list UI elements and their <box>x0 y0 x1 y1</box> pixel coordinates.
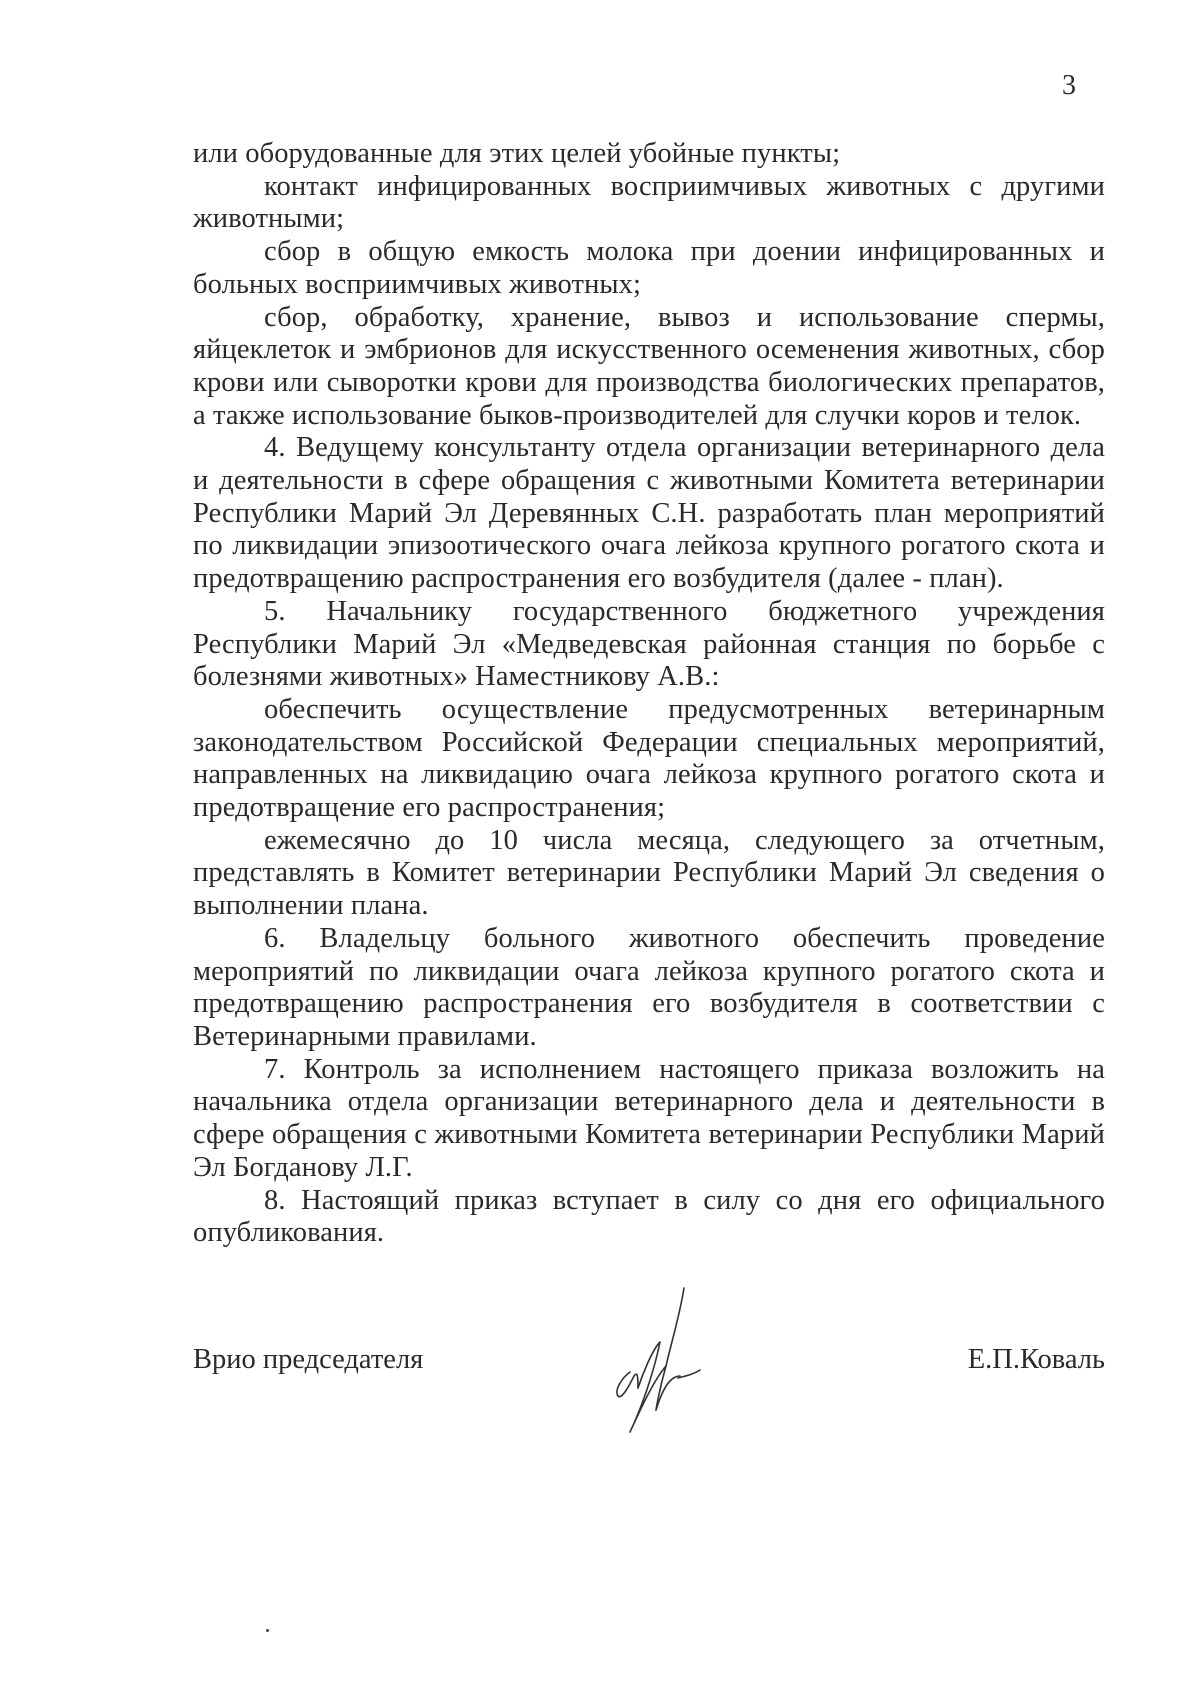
signatory-name: Е.П.Коваль <box>967 1344 1105 1375</box>
scan-speck <box>266 1629 269 1632</box>
paragraph-item-5: 5. Начальнику государственного бюджетного учреждения Республики Марий Эл «Медведевская районная станция по борьбе с болезнями животных» Наместникову А.В.: <box>193 595 1105 693</box>
signatory-position: Врио председателя <box>193 1344 424 1375</box>
handwritten-signature <box>608 1280 726 1440</box>
paragraph-item-5-ensure: обеспечить осуществление предусмотренных ветеринарным законодательством Российской Федерации специальных мероприятий, направленных на ликвидацию очага лейкоза крупного рогатого скота и предотвращение его распространения; <box>193 693 1105 824</box>
paragraph-milk-collection: сбор в общую емкость молока при доении инфицированных и больных восприимчивых животных; <box>193 236 1105 300</box>
page-number: 3 <box>1062 70 1076 101</box>
paragraph-item-5-monthly: ежемесячно до 10 числа месяца, следующего за отчетным, представлять в Комитет ветеринарии Республики Марий Эл сведения о выполнении плана. <box>193 824 1105 922</box>
paragraph-contact-animals: контакт инфицированных восприимчивых животных с другими животными; <box>193 170 1105 235</box>
paragraph-continuation: или оборудованные для этих целей убойные пункты; <box>193 138 841 169</box>
paragraph-item-4: 4. Ведущему консультанту отдела организации ветеринарного дела и деятельности в сфере обращения с животными Комитета ветеринарии Республики Марий Эл Деревянных С.Н. разработать план мероприятий по ликвидации эпизоотического очага лейкоза крупного рогатого скота и предотвращению распространения его возбудителя (далее - план). <box>193 432 1105 595</box>
document-body <box>193 138 1105 1250</box>
paragraph-item-7: 7. Контроль за исполнением настоящего приказа возложить на начальника отдела организации ветеринарного дела и деятельности в сфере обращения с животными Комитета ветеринарии Республики Марий Эл Богданову Л.Г. <box>193 1053 1105 1183</box>
paragraph-sperm-collection: сбор, обработку, хранение, вывоз и использование спермы, яйцеклеток и эмбрионов для искусственного осеменения животных, сбор крови или сыворотки крови для производства биологических препаратов, а также использование быков-производителей для случки коров и телок. <box>193 301 1105 431</box>
paragraph-item-8: 8. Настоящий приказ вступает в силу со дня его официального опубликования. <box>193 1184 1105 1249</box>
paragraph-item-6: 6. Владельцу больного животного обеспечить проведение мероприятий по ликвидации очага лейкоза крупного рогатого скота и предотвращению распространения его возбудителя в соответствии с Ветеринарными правилами. <box>193 922 1105 1052</box>
